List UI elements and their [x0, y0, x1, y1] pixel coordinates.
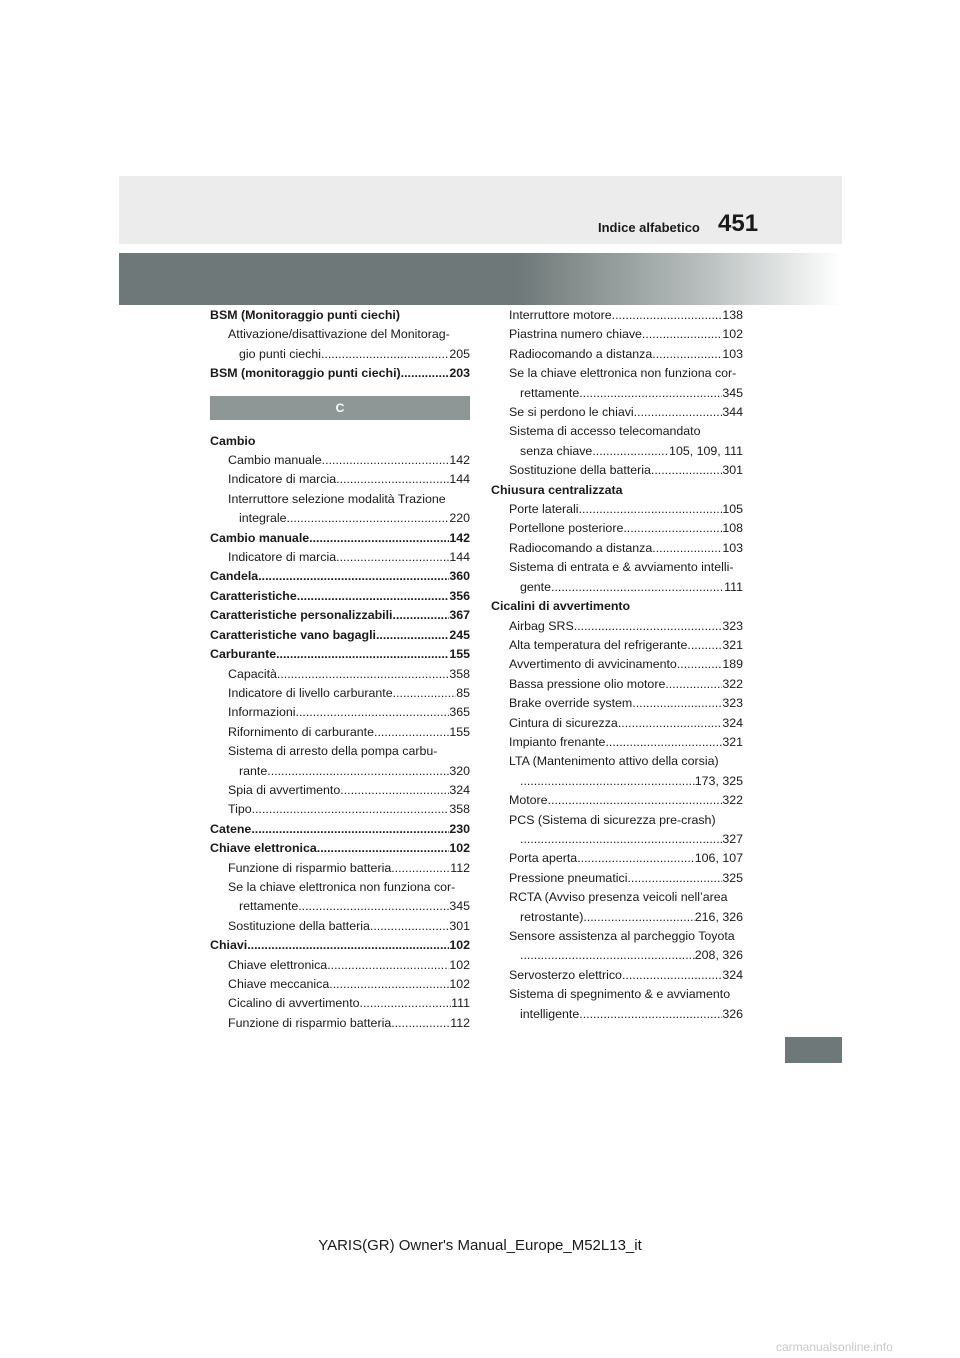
index-entry-sub: [491, 752, 743, 771]
entry-page-ref: 324: [722, 967, 743, 982]
dot-leader: [391, 1014, 450, 1033]
index-entry-sub: [210, 723, 470, 742]
entry-text: Impianto frenante: [509, 734, 606, 749]
entry-page-ref: 102: [449, 938, 470, 953]
entry-page-ref: 102: [449, 977, 470, 991]
index-entry-sub: [491, 849, 743, 868]
entry-page-ref: 144: [449, 472, 470, 487]
index-entry-sub: [491, 791, 743, 810]
index-entry-sub: [210, 470, 470, 489]
index-entry-sub: [491, 636, 743, 655]
entry-page-ref: 322: [722, 793, 743, 808]
dot-leader: [622, 966, 722, 985]
index-entry-sub: [210, 897, 470, 916]
entry-text: Funzione di risparmio batteria: [228, 1015, 392, 1030]
index-entry-sub: [491, 811, 743, 830]
entry-page-ref: 142: [449, 453, 470, 468]
index-entry-sub: [491, 384, 743, 403]
index-entry-main: [210, 567, 470, 586]
entry-page-ref: 324: [449, 782, 470, 797]
entry-text: Se la chiave elettronica non funziona cor-: [509, 366, 737, 381]
dot-leader: [632, 694, 722, 713]
entry-page-ref: 144: [449, 550, 470, 565]
entry-text: Catene: [210, 821, 252, 836]
entry-page-ref: 106, 107: [694, 851, 743, 866]
index-entry-sub: [491, 422, 743, 441]
entry-page-ref: 102: [449, 957, 470, 972]
entry-page-ref: 102: [449, 841, 470, 856]
dot-leader: [298, 897, 449, 916]
entry-text: Sensore assistenza al parcheggio Toyota: [509, 929, 735, 943]
index-entry-sub: [210, 345, 470, 364]
index-entry-main: [491, 597, 743, 616]
entry-text: Chiave elettronica: [210, 841, 317, 856]
entry-page-ref: 301: [449, 918, 470, 933]
index-entry-sub: [210, 800, 470, 819]
dot-leader: [634, 403, 723, 422]
index-entry-main: [210, 606, 470, 625]
side-index-tab: [785, 1037, 842, 1063]
index-entry-main: [210, 936, 470, 955]
index-entry-sub: [491, 364, 743, 383]
index-entry-sub: [491, 946, 743, 965]
dot-leader: [336, 470, 449, 489]
entry-page-ref: 105: [722, 502, 743, 517]
index-entry-sub: [491, 694, 743, 713]
index-entry-main: [210, 306, 470, 325]
index-entry-sub: [491, 714, 743, 733]
entry-text: Chiave elettronica: [228, 957, 328, 972]
entry-text: Servosterzo elettrico: [509, 967, 622, 982]
index-entry-sub: [491, 519, 743, 538]
entry-page-ref: 142: [449, 530, 470, 545]
entry-page-ref: 189: [722, 657, 743, 672]
entry-text: Chiavi: [210, 938, 248, 953]
index-entry-main: [210, 839, 470, 858]
entry-page-ref: 111: [724, 579, 743, 594]
entry-text: Attivazione/disattivazione del Monitorag-: [228, 327, 450, 342]
index-column-left: [210, 306, 470, 1033]
index-entry-sub: [210, 917, 470, 936]
entry-text: Funzione di risparmio batteria: [228, 860, 392, 875]
index-entry-sub: [491, 733, 743, 752]
dot-leader: [276, 645, 449, 664]
entry-page-ref: 108: [722, 521, 743, 536]
entry-text: Sistema di arresto della pompa carbu-: [228, 744, 438, 759]
header-gradient-bar: [119, 253, 842, 305]
entry-page-ref: 230: [449, 821, 470, 836]
entry-text: retrostante): [520, 909, 584, 924]
index-entry-main: [210, 432, 470, 451]
index-column-right: [491, 306, 743, 1024]
entry-text: Capacità: [228, 666, 277, 681]
index-entry-main: [210, 529, 470, 548]
entry-text: Porte laterali: [509, 502, 579, 517]
entry-page-ref: 112: [450, 860, 470, 875]
entry-page-ref: 365: [449, 705, 470, 720]
dot-leader: [627, 869, 722, 888]
entry-page-ref: 173, 325: [694, 773, 743, 788]
entry-page-ref: 358: [449, 802, 470, 817]
index-entry-sub: [491, 558, 743, 577]
dot-leader: [247, 936, 449, 955]
entry-text: Chiave meccanica: [228, 977, 330, 991]
index-entry-sub: [210, 703, 470, 722]
index-entry-sub: [210, 762, 470, 781]
dot-leader: [574, 617, 723, 636]
index-entry-sub: [210, 548, 470, 567]
dot-leader: [665, 675, 722, 694]
entry-page-ref: 216, 326: [694, 909, 743, 924]
entry-page-ref: 321: [722, 637, 743, 652]
entry-text: gio punti ciechi: [239, 346, 321, 361]
entry-text: Sostituzione della batteria: [509, 463, 651, 478]
entry-text: Se la chiave elettronica non funziona cor-: [228, 879, 456, 894]
dot-leader: [376, 626, 449, 645]
entry-text: Brake override system: [509, 696, 633, 711]
index-entry-sub: [210, 781, 470, 800]
entry-page-ref: 208, 326: [694, 948, 743, 963]
entry-text: Indicatore di livello carburante: [228, 685, 393, 700]
dot-leader: [309, 529, 449, 548]
dot-leader: [287, 509, 450, 528]
index-entry-sub: [491, 985, 743, 1004]
index-entry-sub: [491, 539, 743, 558]
index-entry-sub: [491, 908, 743, 927]
entry-text: Piastrina numero chiave: [509, 327, 642, 342]
dot-leader: [401, 364, 450, 383]
entry-text: intelligente: [520, 1006, 580, 1021]
index-entry-main: [210, 364, 470, 383]
index-entry-sub: [491, 500, 743, 519]
index-entry-sub: [491, 578, 743, 597]
dot-leader: [393, 684, 457, 703]
dot-leader: [327, 956, 449, 975]
dot-leader: [360, 994, 452, 1013]
dot-leader: [317, 839, 450, 858]
index-entry-sub: [210, 684, 470, 703]
section-title: Indice alfabetico: [598, 220, 700, 235]
dot-leader: [623, 519, 722, 538]
footer-manual-id: YARIS(GR) Owner's Manual_Europe_M52L13_it: [318, 1237, 642, 1254]
dot-leader: [592, 442, 669, 461]
entry-text: Sistema di accesso telecomandato: [509, 424, 701, 439]
index-entry-sub: [491, 403, 743, 422]
entry-page-ref: 345: [449, 899, 470, 914]
entry-text: Chiusura centralizzata: [491, 482, 623, 497]
entry-text: rante: [239, 763, 268, 778]
dot-leader: [258, 567, 449, 586]
entry-text: RCTA (Avviso presenza veicoli nell’area: [509, 890, 728, 905]
entry-page-ref: 112: [450, 1015, 470, 1030]
index-entry-sub: [491, 675, 743, 694]
entry-text: Radiocomando a distanza: [509, 346, 653, 361]
dot-leader: [548, 791, 723, 810]
entry-page-ref: 111: [451, 996, 470, 1011]
dot-leader: [277, 665, 449, 684]
index-entry-sub: [491, 461, 743, 480]
index-entry-sub: [491, 345, 743, 364]
dot-leader: [579, 384, 722, 403]
entry-page-ref: 358: [449, 666, 470, 681]
dot-leader: [252, 800, 450, 819]
dot-leader: [618, 714, 723, 733]
index-entry-main: [210, 820, 470, 839]
dot-leader: [551, 578, 724, 597]
dot-leader: [391, 859, 450, 878]
dot-leader: [642, 325, 722, 344]
dot-leader: [579, 500, 723, 519]
dot-leader: [605, 733, 722, 752]
entry-page-ref: 155: [449, 724, 470, 739]
entry-page-ref: 85: [456, 685, 470, 700]
index-entry-sub: [210, 878, 470, 897]
dot-leader: [520, 772, 695, 791]
dot-leader: [677, 655, 723, 674]
index-entry-sub: [491, 927, 743, 946]
index-entry-sub: [210, 665, 470, 684]
entry-page-ref: 105, 109, 111: [669, 443, 743, 458]
entry-text: gente: [520, 579, 552, 594]
entry-page-ref: 327: [722, 831, 743, 846]
entry-text: Indicatore di marcia: [228, 472, 337, 487]
entry-text: Sostituzione della batteria: [228, 918, 370, 933]
entry-page-ref: 323: [722, 618, 743, 633]
entry-text: Bassa pressione olio motore: [509, 676, 666, 691]
dot-leader: [321, 345, 449, 364]
entry-page-ref: 301: [722, 463, 743, 478]
dot-leader: [267, 762, 449, 781]
dot-leader: [329, 975, 449, 994]
entry-page-ref: 138: [722, 308, 743, 322]
entry-text: Informazioni: [228, 705, 296, 720]
entry-text: Airbag SRS: [509, 618, 574, 633]
entry-text: Cintura di sicurezza: [509, 715, 618, 730]
entry-text: Cicalini di avvertimento: [491, 599, 631, 614]
index-entry-sub: [491, 869, 743, 888]
entry-page-ref: 326: [722, 1006, 743, 1021]
entry-page-ref: 220: [449, 511, 470, 526]
entry-text: senza chiave: [520, 443, 593, 458]
entry-text: Cambio: [210, 433, 256, 448]
entry-page-ref: 356: [449, 588, 470, 603]
index-entry-sub: [491, 617, 743, 636]
dot-leader: [322, 451, 450, 470]
entry-page-ref: 323: [722, 696, 743, 711]
watermark: carmanualsonline.info: [776, 1340, 893, 1354]
index-entry-sub: [210, 859, 470, 878]
entry-text: Se si perdono le chiavi: [509, 405, 634, 420]
entry-page-ref: 205: [449, 346, 470, 361]
index-entry-sub: [491, 442, 743, 461]
index-entry-sub: [210, 325, 470, 344]
entry-text: Indicatore di marcia: [228, 550, 337, 565]
entry-page-ref: 102: [722, 327, 743, 342]
dot-leader: [652, 345, 722, 364]
index-entry-sub: [210, 509, 470, 528]
entry-text: Motore: [509, 793, 548, 808]
entry-text: Candela: [210, 569, 259, 584]
dot-leader: [579, 1005, 722, 1024]
index-entry-main: [210, 626, 470, 645]
entry-text: Caratteristiche vano bagagli: [210, 627, 376, 642]
entry-text: BSM (Monitoraggio punti ciechi): [210, 308, 400, 322]
dot-leader: [687, 636, 722, 655]
index-entry-sub: [491, 306, 743, 325]
entry-text: BSM (monitoraggio punti ciechi): [210, 366, 401, 381]
index-entry-sub: [491, 966, 743, 985]
entry-page-ref: 322: [722, 676, 743, 691]
dot-leader: [583, 908, 694, 927]
page-number: 451: [718, 210, 759, 237]
index-entry-sub: [210, 742, 470, 761]
dot-leader: [370, 917, 449, 936]
entry-text: integrale: [239, 511, 287, 526]
index-entry-main: [491, 481, 743, 500]
index-entry-sub: [210, 1014, 470, 1033]
entry-text: Sistema di entrata e & avviamento intelli-: [509, 560, 734, 575]
entry-page-ref: 103: [722, 346, 743, 361]
dot-leader: [651, 461, 722, 480]
dot-leader: [612, 306, 723, 325]
index-entry-main: [210, 645, 470, 664]
entry-page-ref: 367: [449, 608, 470, 623]
entry-text: Porta aperta: [509, 851, 578, 866]
dot-leader: [340, 781, 449, 800]
entry-page-ref: 320: [449, 763, 470, 778]
entry-text: rettamente: [520, 385, 580, 400]
dot-leader: [652, 539, 722, 558]
entry-text: Interruttore motore: [509, 308, 612, 322]
entry-text: Alta temperatura del refrigerante: [509, 637, 688, 652]
entry-text: Portellone posteriore: [509, 521, 624, 536]
entry-page-ref: 345: [722, 385, 743, 400]
index-entry-sub: [491, 1005, 743, 1024]
dot-leader: [336, 548, 449, 567]
index-entry-sub: [210, 994, 470, 1013]
entry-page-ref: 321: [722, 734, 743, 749]
entry-page-ref: 103: [722, 540, 743, 555]
entry-text: Cicalino di avvertimento: [228, 996, 360, 1011]
entry-text: Sistema di spegnimento & e avviamento: [509, 987, 731, 1002]
entry-text: Cambio manuale: [228, 453, 322, 468]
index-entry-sub: [210, 956, 470, 975]
entry-text: Caratteristiche: [210, 588, 297, 603]
dot-leader: [520, 830, 722, 849]
entry-page-ref: 245: [449, 627, 470, 642]
index-entry-sub: [491, 325, 743, 344]
entry-text: rettamente: [239, 899, 299, 914]
index-entry-sub: [491, 830, 743, 849]
entry-page-ref: 360: [449, 569, 470, 584]
entry-text: LTA (Mantenimento attivo della corsia): [509, 754, 719, 769]
dot-leader: [296, 703, 450, 722]
index-entry-main: [210, 587, 470, 606]
entry-text: Interruttore selezione modalità Trazione: [228, 491, 446, 506]
entry-text: Tipo: [228, 802, 252, 817]
entry-page-ref: 155: [449, 647, 470, 662]
entry-text: Spia di avvertimento: [228, 782, 341, 797]
entry-text: Pressione pneumatici: [509, 870, 628, 885]
dot-leader: [520, 946, 695, 965]
dot-leader: [251, 820, 449, 839]
entry-text: Rifornimento di carburante: [228, 724, 375, 739]
index-entry-sub: [491, 772, 743, 791]
index-entry-sub: [210, 490, 470, 509]
entry-text: Avvertimento di avvicinamento: [509, 657, 677, 672]
index-entry-sub: [491, 655, 743, 674]
entry-text: Cambio manuale: [210, 530, 310, 545]
entry-text: PCS (Sistema di sicurezza pre-crash): [509, 812, 716, 827]
index-entry-sub: [491, 888, 743, 907]
entry-text: Carburante: [210, 647, 277, 662]
entry-text: Radiocomando a distanza: [509, 540, 653, 555]
entry-page-ref: 325: [722, 870, 743, 885]
entry-page-ref: 203: [449, 366, 470, 381]
dot-leader: [374, 723, 449, 742]
index-entry-sub: [210, 975, 470, 994]
entry-page-ref: 344: [722, 405, 743, 420]
entry-page-ref: 324: [722, 715, 743, 730]
index-entry-sub: [210, 451, 470, 470]
dot-leader: [297, 587, 450, 606]
dot-leader: [577, 849, 695, 868]
letter-section-bar: C: [210, 396, 470, 420]
entry-text: Caratteristiche personalizzabili: [210, 608, 393, 623]
dot-leader: [392, 606, 449, 625]
